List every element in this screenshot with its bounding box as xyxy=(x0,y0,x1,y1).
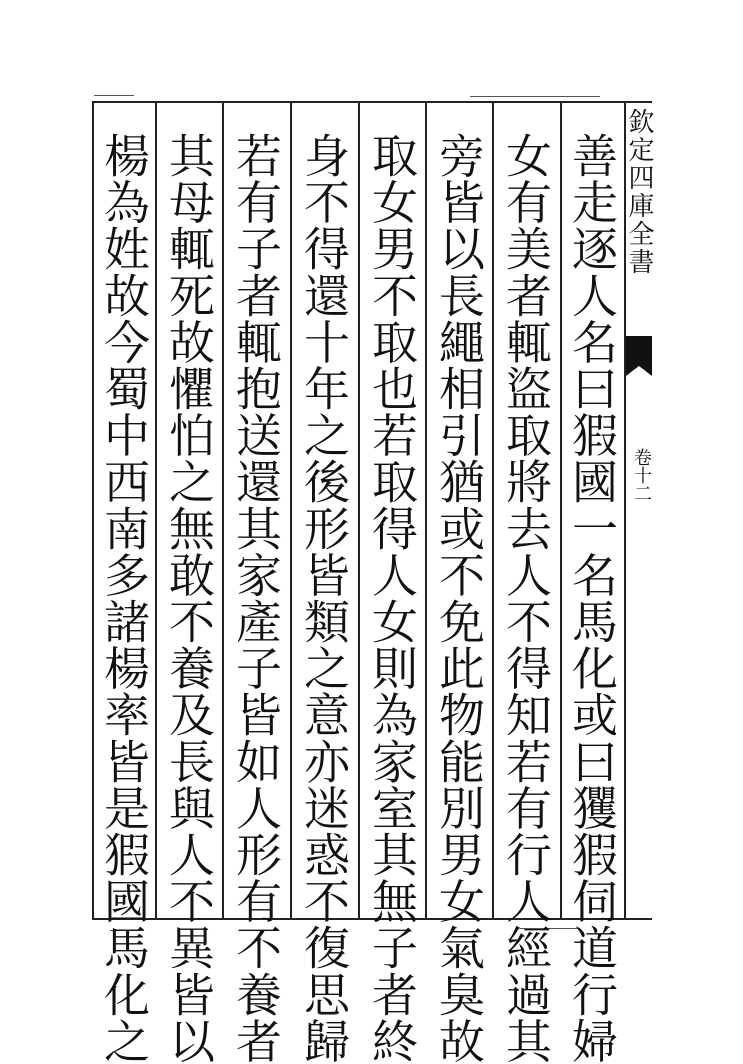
text-column-1 xyxy=(560,132,624,1064)
column-text: 善走逐人名曰猳國一名馬化或曰玃猳伺道行婦 xyxy=(565,132,619,1064)
column-text: 身不得還十年之後形皆類之意亦迷惑不復思歸 xyxy=(297,132,351,1064)
text-column-2 xyxy=(494,132,558,1064)
fishtail-mark xyxy=(626,336,652,366)
text-column-8 xyxy=(92,132,156,1064)
text-column-6 xyxy=(224,132,288,1064)
text-column-7 xyxy=(157,132,221,1064)
column-text: 女有美者輒盜取將去人不得知若有行人經過其 xyxy=(499,132,553,1064)
volume-number: 卷十二 xyxy=(631,448,652,502)
text-column-4 xyxy=(360,132,424,1064)
column-text: 其母輒死故懼怕之無敢不養及長與人不異皆以 xyxy=(162,132,216,1064)
book-title: 欽定四庫全書 xyxy=(624,108,654,276)
column-text: 楊為姓故今蜀中西南多諸楊率皆是猳國馬化之 xyxy=(97,132,151,1064)
scan-speck xyxy=(94,95,134,96)
scan-speck xyxy=(470,96,600,97)
column-text: 若有子者輒抱送還其家產子皆如人形有不養者 xyxy=(229,132,283,1064)
text-column-3 xyxy=(427,132,491,1064)
text-column-5 xyxy=(292,132,356,1064)
top-border-rule xyxy=(92,101,652,103)
column-text: 取女男不取也若取得人女則為家室其無子者終 xyxy=(365,132,419,1064)
column-text: 旁皆以長繩相引猶或不免此物能別男女氣臭故 xyxy=(432,132,486,1064)
